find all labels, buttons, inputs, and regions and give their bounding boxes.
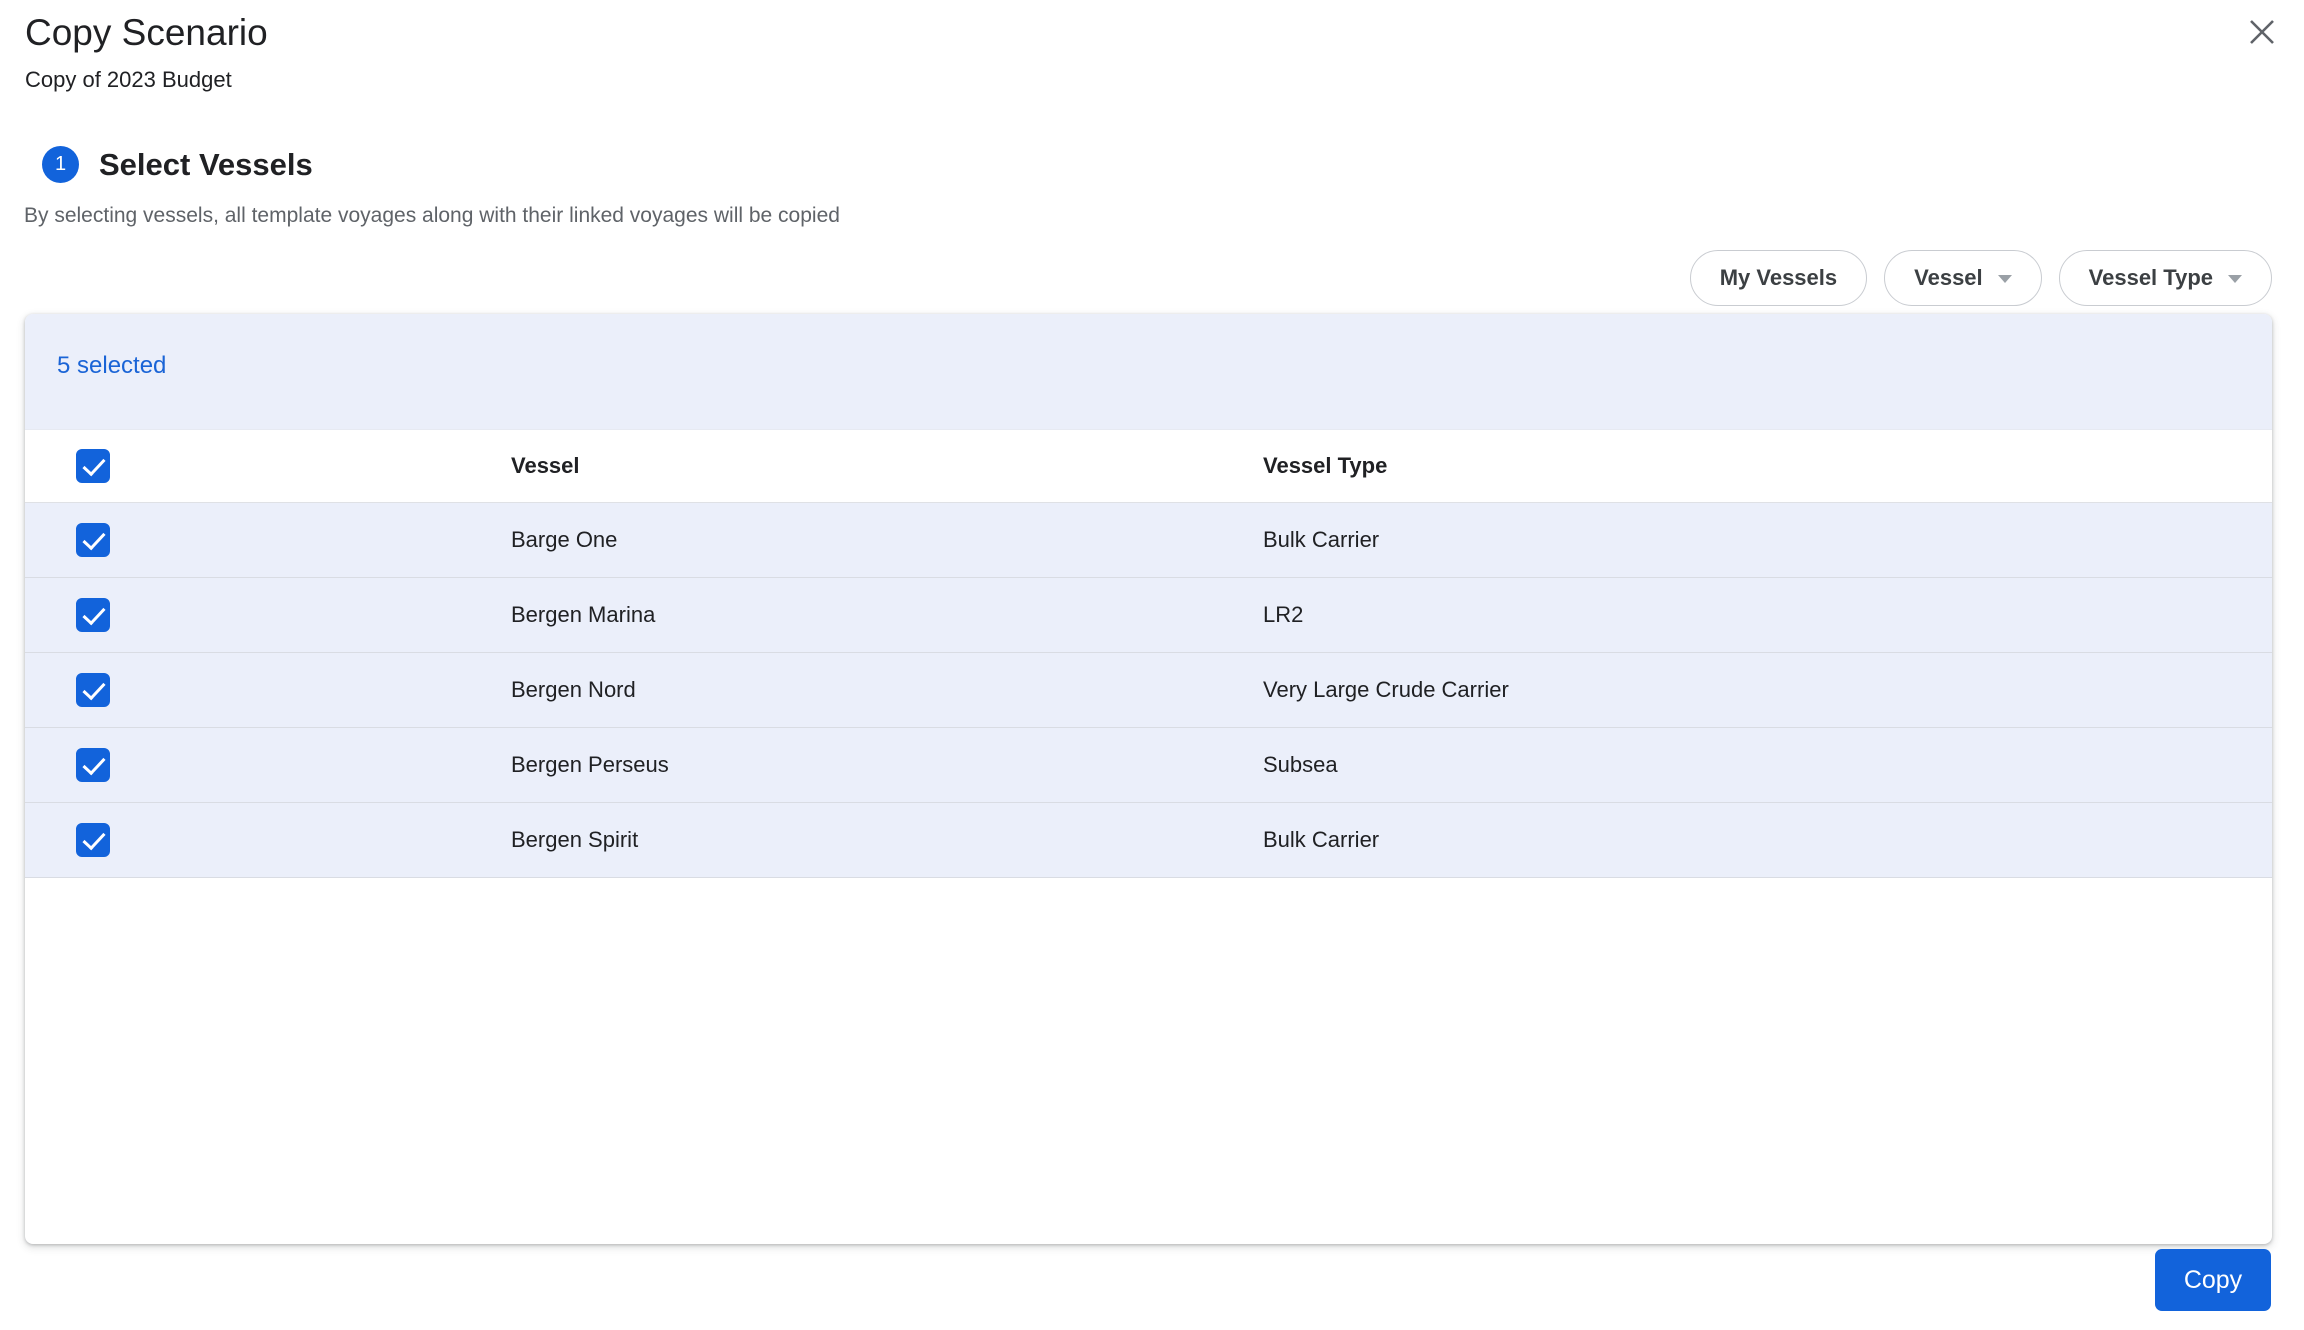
vessel-type: Very Large Crude Carrier <box>1263 677 1509 702</box>
row-checkbox[interactable] <box>76 673 110 707</box>
vessel-filter-dropdown[interactable] <box>1884 250 2042 306</box>
step-header <box>42 146 313 183</box>
table-header-row <box>25 430 2272 503</box>
my-vessels-filter-button[interactable] <box>1690 250 1867 306</box>
step-number-badge: 1 <box>42 146 79 183</box>
table-row[interactable] <box>25 803 2272 878</box>
vessel-name: Barge One <box>511 527 618 552</box>
select-all-checkbox[interactable] <box>76 449 110 483</box>
chevron-down-icon <box>2228 275 2242 283</box>
step-description: By selecting vessels, all template voyages along with their linked voyages will be copied <box>24 204 840 227</box>
vessel-name: Bergen Spirit <box>511 827 639 852</box>
dialog-title: Copy Scenario <box>25 12 268 53</box>
vessel-type: Bulk Carrier <box>1263 827 1380 852</box>
selection-bar <box>25 314 2272 430</box>
close-icon <box>2246 16 2278 48</box>
vessel-type: LR2 <box>1263 602 1304 627</box>
chevron-down-icon <box>1998 275 2012 283</box>
table-row[interactable] <box>25 503 2272 578</box>
table-row[interactable] <box>25 578 2272 653</box>
close-button[interactable] <box>2236 6 2288 58</box>
table-row[interactable] <box>25 728 2272 803</box>
step-heading: Select Vessels <box>99 146 313 182</box>
row-checkbox[interactable] <box>76 748 110 782</box>
row-checkbox[interactable] <box>76 598 110 632</box>
vessel-type: Subsea <box>1263 752 1338 777</box>
vessel-name: Bergen Marina <box>511 602 656 627</box>
copy-button[interactable]: Copy <box>2155 1249 2271 1311</box>
vessel-name: Bergen Nord <box>511 677 636 702</box>
vessel-name: Bergen Perseus <box>511 752 669 777</box>
row-checkbox[interactable] <box>76 823 110 857</box>
vessel-type-filter-dropdown[interactable] <box>2059 250 2272 306</box>
my-vessels-filter-label: My Vessels <box>1719 265 1838 290</box>
vessel-type: Bulk Carrier <box>1263 527 1380 552</box>
table-row[interactable] <box>25 653 2272 728</box>
row-checkbox[interactable] <box>76 523 110 557</box>
vessel-filter-label: Vessel <box>1914 265 1983 290</box>
vessel-table-panel <box>25 314 2272 1244</box>
selected-count: 5 selected <box>57 352 167 379</box>
column-header-vessel-type: Vessel Type <box>1263 453 1388 478</box>
dialog-subtitle: Copy of 2023 Budget <box>25 67 232 92</box>
column-header-vessel: Vessel <box>511 453 580 478</box>
vessel-type-filter-label: Vessel Type <box>2088 265 2213 290</box>
filter-bar <box>1690 250 2272 306</box>
